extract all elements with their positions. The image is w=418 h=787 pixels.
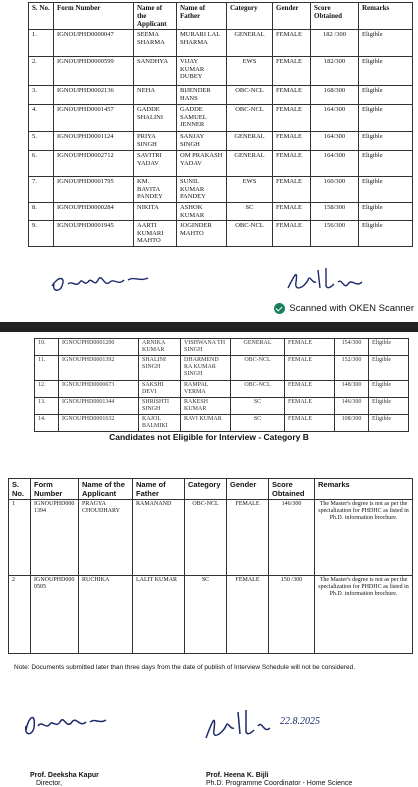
cell: LALIT KUMAR	[133, 576, 185, 654]
table-row	[35, 381, 409, 398]
cell: KAJOL BALMIKI	[139, 415, 181, 432]
cell: 152/300	[335, 356, 369, 381]
col-header: Category	[227, 3, 273, 30]
cell: GADDE SHALINI	[134, 105, 177, 132]
cell: IGNOUPHD0000673	[59, 381, 139, 398]
cell: FEMALE	[285, 381, 335, 398]
cell: IGNOUPHD0001457	[54, 105, 134, 132]
cell: VISHWANA TH SINGH	[181, 339, 231, 356]
cell: OM PRAKASH YADAV	[177, 151, 227, 177]
cell: SANDHYA	[134, 57, 177, 86]
cell: GENERAL	[227, 30, 273, 57]
cell: 164/300	[311, 151, 359, 177]
page-divider	[0, 322, 418, 332]
cell: 2.	[29, 57, 54, 86]
cell: 2	[9, 576, 31, 654]
signature-director-2	[20, 702, 110, 742]
cell: Eligible	[359, 151, 413, 177]
cell: EWS	[227, 177, 273, 203]
col-header: Name of the Applicant	[134, 3, 177, 30]
cell: RAVI KUMAR	[181, 415, 231, 432]
cell: FEMALE	[273, 177, 311, 203]
cell: FEMALE	[285, 415, 335, 432]
cell: GADDE SAMUEL JENNER	[177, 105, 227, 132]
cell: OBC-NCL	[231, 381, 285, 398]
cell: 168/300	[311, 86, 359, 105]
cell: Eligible	[359, 30, 413, 57]
cell: 14.	[35, 415, 59, 432]
cell: 158/300	[311, 203, 359, 221]
cell: 154/300	[335, 339, 369, 356]
cell: MURARI LAL SHARMA	[177, 30, 227, 57]
signature-date: 22.8.2025	[280, 716, 320, 727]
table-row	[35, 415, 409, 432]
cell: SEEMA SHARMA	[134, 30, 177, 57]
cell: EWS	[227, 57, 273, 86]
cell: 1	[9, 500, 31, 576]
cell: SC	[231, 415, 285, 432]
table-row	[29, 177, 413, 203]
eligible-candidates-table-continued	[34, 338, 409, 432]
cell: IGNOUPHD0001392	[59, 356, 139, 381]
cell: SHALINI SINGH	[139, 356, 181, 381]
cell: IGNOUPHD0002136	[54, 86, 134, 105]
cell: 8.	[29, 203, 54, 221]
not-eligible-candidates-table	[8, 478, 413, 654]
cell: Eligible	[359, 132, 413, 151]
cell: Eligible	[359, 86, 413, 105]
table-row	[35, 398, 409, 415]
cell: PRIYA SINGH	[134, 132, 177, 151]
cell: OBC-NCL	[227, 221, 273, 247]
table-row	[9, 576, 413, 654]
cell: 148/300	[335, 381, 369, 398]
table-header-row	[29, 3, 413, 30]
director-title: Director,	[36, 780, 63, 787]
cell: RAMANAND	[133, 500, 185, 576]
table-row	[29, 30, 413, 57]
cell: IGNOUPHD0001632	[59, 415, 139, 432]
signature-director	[48, 262, 158, 296]
col-header: Form Number	[54, 3, 134, 30]
cell: IGNOUPHD0001124	[54, 132, 134, 151]
signature-coordinator	[282, 262, 372, 298]
cell: SAVITRI YADAV	[134, 151, 177, 177]
cell: GENERAL	[231, 339, 285, 356]
cell: Eligible	[359, 221, 413, 247]
cell: 5.	[29, 132, 54, 151]
cell: OBC-NCL	[185, 500, 227, 576]
col-header: Score Obtained	[311, 3, 359, 30]
cell: IGNOUPHD0000599	[54, 57, 134, 86]
cell: Eligible	[369, 381, 409, 398]
cell: SHRISHTI SINGH	[139, 398, 181, 415]
cell: Eligible	[369, 398, 409, 415]
cell: IGNOUPHD0002712	[54, 151, 134, 177]
cell: 9.	[29, 221, 54, 247]
table-row	[29, 203, 413, 221]
cell: FEMALE	[273, 86, 311, 105]
cell: 11.	[35, 356, 59, 381]
col-header: S. No.	[9, 479, 31, 500]
cell: Eligible	[369, 356, 409, 381]
cell: BIJENDER HANS	[177, 86, 227, 105]
col-header: Remarks	[315, 479, 413, 500]
table-row	[29, 86, 413, 105]
col-header: S. No.	[29, 3, 54, 30]
cell: Eligible	[359, 203, 413, 221]
coordinator-title: Ph.D. Programme Coordinator - Home Science	[206, 780, 353, 787]
cell: OBC-NCL	[231, 356, 285, 381]
eligible-candidates-table	[28, 2, 413, 247]
table-row	[9, 500, 413, 576]
cell: FEMALE	[273, 132, 311, 151]
cell: The Master's degree is not as per the specialization for PHDHC as listed in Ph.D. information brochure.	[315, 576, 413, 654]
cell: OBC-NCL	[227, 105, 273, 132]
cell: 160/300	[311, 177, 359, 203]
col-header: Name of Father	[133, 479, 185, 500]
cell: FEMALE	[285, 398, 335, 415]
cell: 13.	[35, 398, 59, 415]
cell: IGNOUPHD000 0505	[31, 576, 79, 654]
cell: SC	[227, 203, 273, 221]
cell: FEMALE	[273, 57, 311, 86]
section-title: Candidates not Eligible for Interview - Category B	[109, 432, 309, 442]
cell: IGNOUPHD0000284	[54, 203, 134, 221]
cell: NIKITA	[134, 203, 177, 221]
cell: Eligible	[359, 177, 413, 203]
cell: 182 /300	[311, 30, 359, 57]
cell: IGNOUPHD0001200	[59, 339, 139, 356]
table-row	[29, 151, 413, 177]
scanner-label: Scanned with OKEN Scanner	[289, 303, 414, 314]
cell: FEMALE	[285, 356, 335, 381]
col-header: Name of the Applicant	[79, 479, 133, 500]
cell: 10.	[35, 339, 59, 356]
col-header: Remarks	[359, 3, 413, 30]
table-row	[35, 339, 409, 356]
cell: SANJAY SINGH	[177, 132, 227, 151]
cell: FEMALE	[273, 30, 311, 57]
col-header: Category	[185, 479, 227, 500]
scanner-watermark	[274, 303, 414, 314]
cell: RAKESH KUMAR	[181, 398, 231, 415]
col-header: Score Obtained	[269, 479, 315, 500]
cell: ARNIKA KUMAR	[139, 339, 181, 356]
director-name: Prof. Deeksha Kapur	[30, 772, 99, 779]
cell: VIJAY KUMAR DUBEY	[177, 57, 227, 86]
cell: The Master's degree is not as per the specialization for PHDHC as listed in Ph.D. information brochure.	[315, 500, 413, 576]
cell: FEMALE	[227, 500, 269, 576]
col-header: Gender	[273, 3, 311, 30]
cell: 156/300	[311, 221, 359, 247]
cell: Eligible	[369, 339, 409, 356]
table-row	[35, 356, 409, 381]
table-row	[29, 57, 413, 86]
cell: JOGINDER MAHTO	[177, 221, 227, 247]
coordinator-name: Prof. Heena K. Bijli	[206, 772, 269, 779]
cell: IGNOUPHD0000047	[54, 30, 134, 57]
cell: AARTI KUMARI MAHTO	[134, 221, 177, 247]
cell: PRAGYA CHOUDHARY	[79, 500, 133, 576]
cell: 146/300	[335, 398, 369, 415]
cell: DHARMEND RA KUMAR SINGH	[181, 356, 231, 381]
cell: SC	[231, 398, 285, 415]
cell: SUNIL KUMAR PANDEY	[177, 177, 227, 203]
document-page-2	[0, 332, 418, 787]
cell: GENERAL	[227, 132, 273, 151]
cell: FEMALE	[273, 203, 311, 221]
cell: 1.	[29, 30, 54, 57]
cell: 12.	[35, 381, 59, 398]
cell: GENERAL	[227, 151, 273, 177]
cell: NEHA	[134, 86, 177, 105]
check-circle-icon	[274, 303, 285, 314]
cell: 150 /300	[269, 576, 315, 654]
cell: IGNOUPHD0001945	[54, 221, 134, 247]
signature-coordinator-2	[200, 704, 280, 748]
document-page-1	[0, 0, 418, 322]
cell: FEMALE	[273, 151, 311, 177]
col-header: Gender	[227, 479, 269, 500]
cell: KM. BAVITA PANDEY	[134, 177, 177, 203]
cell: FEMALE	[227, 576, 269, 654]
cell: Eligible	[369, 415, 409, 432]
cell: 108/300	[335, 415, 369, 432]
table-row	[29, 105, 413, 132]
cell: 3.	[29, 86, 54, 105]
cell: IGNOUPHD0001795	[54, 177, 134, 203]
cell: 164/300	[311, 132, 359, 151]
cell: Eligible	[359, 57, 413, 86]
cell: FEMALE	[285, 339, 335, 356]
cell: 146/300	[269, 500, 315, 576]
cell: FEMALE	[273, 221, 311, 247]
table-row	[29, 132, 413, 151]
col-header: Name of Father	[177, 3, 227, 30]
table-row	[29, 221, 413, 247]
cell: SC	[185, 576, 227, 654]
cell: 6.	[29, 151, 54, 177]
col-header: Form Number	[31, 479, 79, 500]
cell: 164/300	[311, 105, 359, 132]
cell: RAMPAL VERMA	[181, 381, 231, 398]
cell: IGNOUPHD0001344	[59, 398, 139, 415]
cell: RUCHIKA	[79, 576, 133, 654]
cell: SAKSHI DEVI	[139, 381, 181, 398]
cell: FEMALE	[273, 105, 311, 132]
cell: 7.	[29, 177, 54, 203]
cell: IGNOUPHD000 1394	[31, 500, 79, 576]
cell: 182/300	[311, 57, 359, 86]
cell: 4.	[29, 105, 54, 132]
cell: ASHOK KUMAR	[177, 203, 227, 221]
cell: OBC-NCL	[227, 86, 273, 105]
table-header-row	[9, 479, 413, 500]
cell: Eligible	[359, 105, 413, 132]
note-text: Note: Documents submitted later than three days from the date of publish of Interview Schedule will not be considered.	[14, 664, 356, 671]
